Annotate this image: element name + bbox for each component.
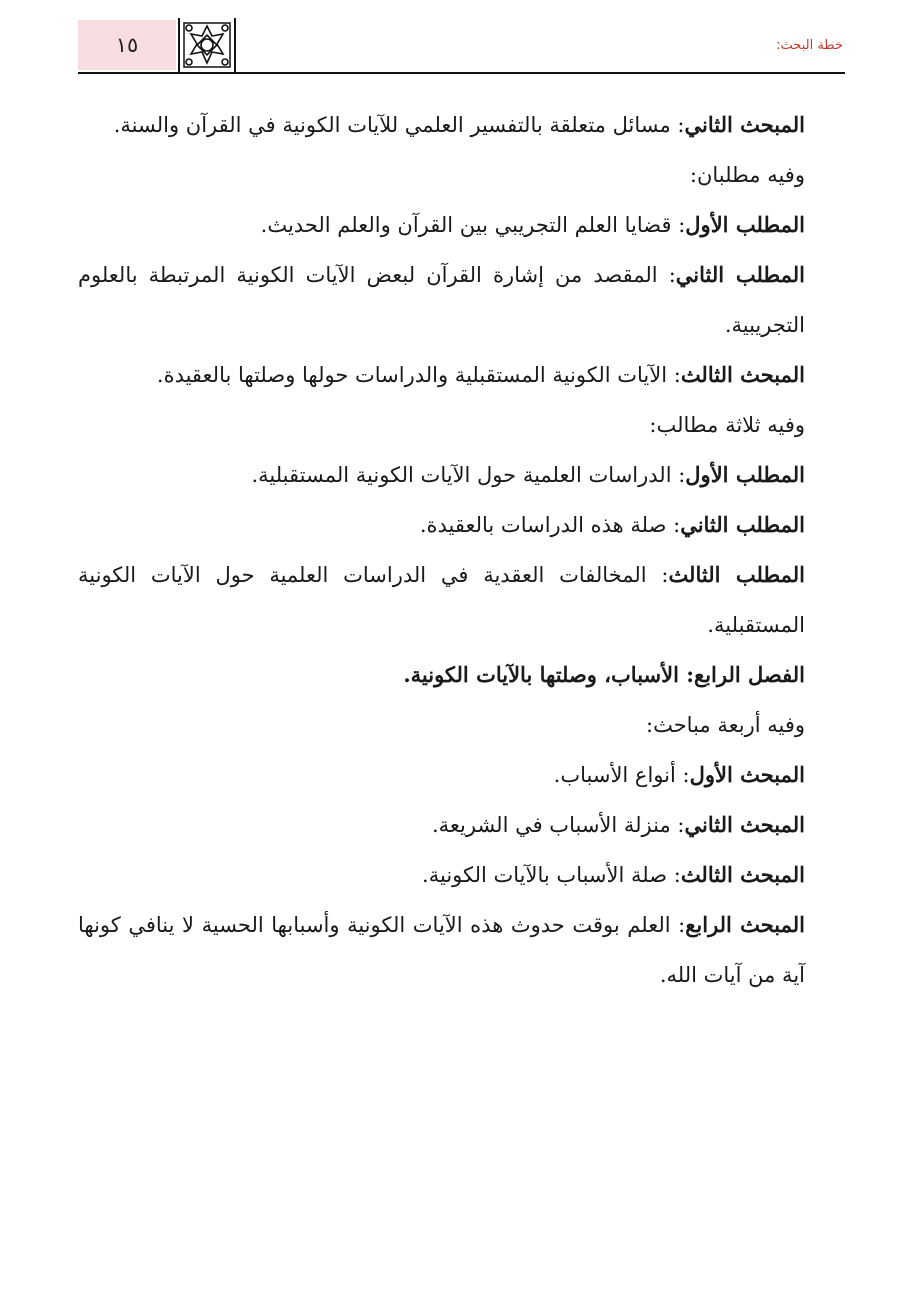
chapter-title: : الأسباب، وصلتها بالآيات الكونية. bbox=[403, 662, 695, 687]
entry bbox=[78, 200, 805, 250]
entry-label: المبحث الأول bbox=[689, 762, 805, 787]
intro-line bbox=[78, 150, 805, 200]
page-number-box bbox=[78, 20, 176, 70]
entry-text: : أنواع الأسباب. bbox=[553, 763, 690, 787]
intro-text: وفيه مطلبان: bbox=[689, 163, 805, 187]
entry bbox=[78, 500, 805, 550]
intro-text: وفيه أربعة مباحث: bbox=[646, 713, 805, 737]
entry bbox=[78, 800, 805, 850]
entry-label: المبحث الثاني bbox=[684, 112, 805, 137]
entry bbox=[78, 750, 805, 800]
entry-text: : صلة هذه الدراسات بالعقيدة. bbox=[419, 513, 681, 537]
entry-label: المطلب الثالث bbox=[668, 562, 805, 587]
entry-label: المطلب الثاني bbox=[680, 512, 805, 537]
entry-label: المطلب الأول bbox=[685, 462, 805, 487]
header-rule bbox=[78, 72, 845, 74]
entry-text: : العلم بوقت حدوث هذه الآيات الكونية وأسبابها الحسية لا ينافي كونها آية من آيات الله. bbox=[78, 913, 805, 987]
entry-text: : صلة الأسباب بالآيات الكونية. bbox=[422, 863, 681, 887]
entry-text: : الدراسات العلمية حول الآيات الكونية المستقبلية. bbox=[251, 463, 686, 487]
entry-text: : المخالفات العقدية في الدراسات العلمية حول الآيات الكونية المستقبلية. bbox=[78, 563, 805, 637]
chapter-heading bbox=[78, 650, 805, 700]
entry-text: : المقصد من إشارة القرآن لبعض الآيات الكونية المرتبطة بالعلوم التجريبية. bbox=[78, 263, 805, 337]
entry bbox=[78, 550, 805, 650]
entry-label: المطلب الثاني bbox=[675, 262, 805, 287]
chapter-label: الفصل الرابع bbox=[694, 662, 805, 687]
intro-line bbox=[78, 400, 805, 450]
entry bbox=[78, 850, 805, 900]
entry bbox=[78, 250, 805, 350]
entry bbox=[78, 450, 805, 500]
entry-text: : مسائل متعلقة بالتفسير العلمي للآيات الكونية في القرآن والسنة. bbox=[113, 113, 685, 137]
entry-label: المبحث الثالث bbox=[680, 862, 805, 887]
entry bbox=[78, 350, 805, 400]
intro-line bbox=[78, 700, 805, 750]
page-body bbox=[78, 100, 805, 1000]
entry-label: المبحث الرابع bbox=[685, 912, 805, 937]
page-header bbox=[0, 0, 921, 80]
intro-text: وفيه ثلاثة مطالب: bbox=[649, 413, 805, 437]
entry bbox=[78, 100, 805, 150]
entry bbox=[78, 900, 805, 1000]
entry-text: : منزلة الأسباب في الشريعة. bbox=[431, 813, 685, 837]
islamic-star-ornament-icon bbox=[177, 18, 237, 72]
entry-text: : قضايا العلم التجريبي بين القرآن والعلم الحديث. bbox=[260, 213, 686, 237]
entry-label: المبحث الثاني bbox=[684, 812, 805, 837]
page-number: ١٥ bbox=[115, 33, 139, 57]
running-title: خطة البحث: bbox=[776, 38, 843, 53]
entry-text: : الآيات الكونية المستقبلية والدراسات حولها وصلتها بالعقيدة. bbox=[156, 363, 681, 387]
entry-label: المبحث الثالث bbox=[680, 362, 805, 387]
entry-label: المطلب الأول bbox=[685, 212, 805, 237]
